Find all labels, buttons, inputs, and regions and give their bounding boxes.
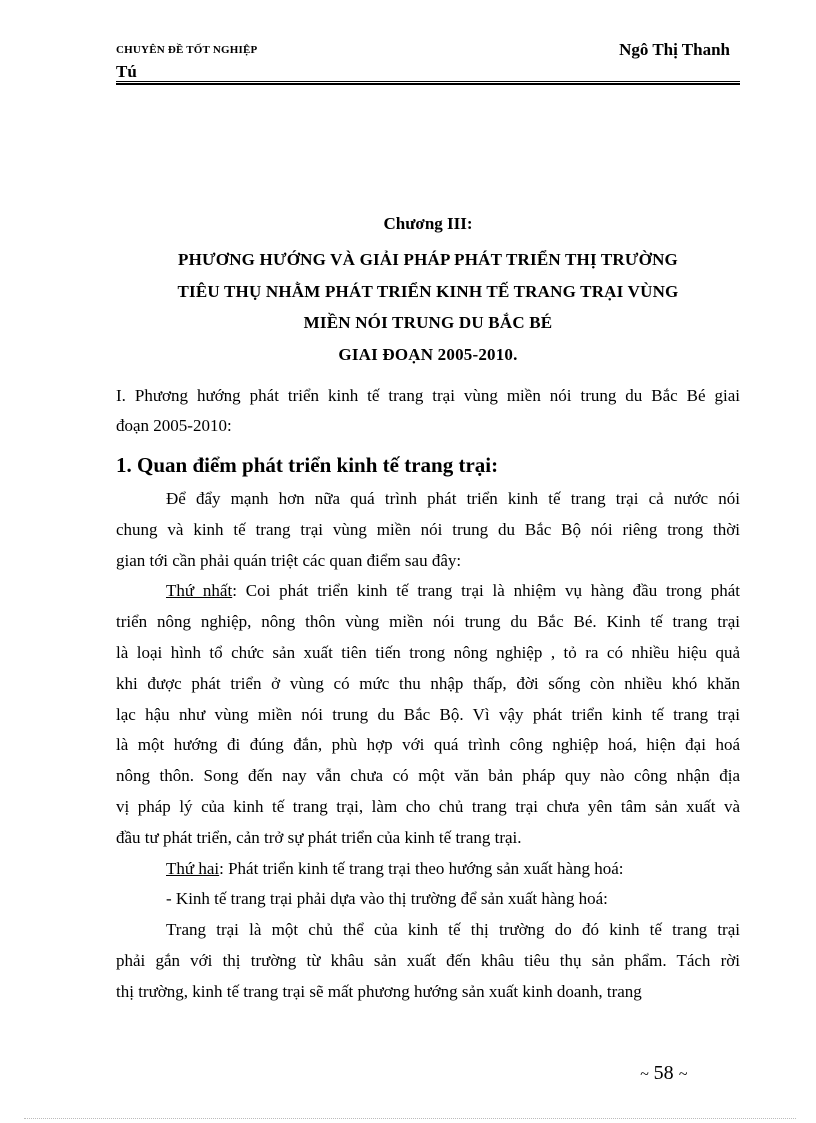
ornament-right-icon: ~	[678, 1066, 688, 1083]
paragraph-line: gian tới cần phải quán triệt các quan điểm sau đây:	[116, 550, 462, 570]
first-point-label: Thứ nhất	[166, 581, 233, 601]
page-footer	[640, 1062, 687, 1085]
section-heading-line: đoạn 2005-2010:	[116, 416, 232, 435]
page-bottom-edge	[24, 1118, 796, 1119]
paragraph-line: nông thôn. Song đến nay vẫn chưa có một văn bản pháp quy nào công nhận địa	[116, 766, 740, 786]
chapter-title-line: PHƯƠNG HƯỚNG VÀ GIẢI PHÁP PHÁT TRIỂN THỊ TRƯỜNG	[178, 250, 678, 269]
paragraph-line: Trang trại là một chủ thể của kinh tế thị trường do đó kinh tế trang trại	[166, 920, 740, 940]
chapter-title-line: GIAI ĐOẠN 2005-2010.	[338, 344, 518, 364]
paragraph-line: là một hướng đi đúng đắn, phù hợp với quá trình công nghiệp hoá, hiện đại hoá	[116, 735, 740, 755]
paragraph-line: thị trường, kinh tế trang trại sẽ mất phương hướng sản xuất kinh doanh, trang	[116, 981, 642, 1001]
header-author: Ngô Thị Thanh	[619, 40, 730, 59]
paragraph-line: phải gắn với thị trường từ khâu sản xuất đến khâu tiêu thụ sản phẩm. Tách rời	[116, 950, 740, 970]
bullet-line: - Kinh tế trang trại phải dựa vào thị trường để sản xuất hàng hoá:	[166, 889, 608, 909]
paragraph-line: vị pháp lý của kinh tế trang trại, làm cho chủ trang trại chưa yên tâm sản xuất và	[116, 796, 740, 816]
section-heading	[116, 381, 740, 441]
paragraph-line: chung và kinh tế trang trại vùng miền nói trung du Bắc Bộ nói riêng trong thời	[116, 519, 740, 539]
paragraph-line: là loại hình tổ chức sản xuất tiên tiến trong nông nghiệp , tỏ ra có nhiều hiệu quả	[116, 642, 740, 662]
paragraph-line: triển nông nghiệp, nông thôn vùng miền nói trung du Bắc Bé. Kinh tế trang trại	[116, 612, 740, 632]
body-text	[116, 484, 740, 1008]
chapter-title-line: TIÊU THỤ NHẰM PHÁT TRIỂN KINH TẾ TRANG TRẠI VÙNG	[177, 281, 679, 301]
paragraph-line	[116, 854, 740, 885]
header-divider	[116, 81, 740, 85]
subheading: 1. Quan điểm phát triển kinh tế trang trại:	[116, 453, 499, 477]
paragraph-line: lạc hậu như vùng miền nói trung du Bắc Bộ. Vì vậy phát triển kinh tế trang trại	[116, 704, 740, 724]
paragraph-line	[116, 576, 740, 607]
paragraph-line: Để đẩy mạnh hơn nữa quá trình phát triển kinh tế trang trại cả nước nói	[166, 489, 740, 508]
page-number: 58	[653, 1062, 674, 1084]
second-point-text: : Phát triển kinh tế trang trại theo hướng sản xuất hàng hoá:	[219, 858, 624, 878]
chapter-title-line: MIỀN NÓI TRUNG DU BẮC BÉ	[303, 313, 553, 332]
ornament-left-icon: ~	[640, 1066, 649, 1083]
chapter-label: Chương III:	[383, 214, 473, 233]
paragraph-line: khi được phát triển ở vùng có mức thu nhập thấp, đời sống còn nhiều khó khăn	[116, 673, 740, 693]
second-point-label: Thứ hai	[166, 858, 220, 878]
header-document-type: CHUYÊN ĐỀ TỐT NGHIỆP	[116, 44, 258, 56]
paragraph-line: đầu tư phát triển, cản trở sự phát triển của kinh tế trang trại.	[116, 827, 522, 847]
first-point-text: : Coi phát triển kinh tế trang trại là nhiệm vụ hàng đầu trong phát	[232, 581, 740, 601]
section-heading-line: I. Phương hướng phát triển kinh tế trang trại vùng miền nói trung du Bắc Bé giai	[116, 386, 740, 405]
chapter-title	[116, 244, 740, 370]
header-author-continued: Tú	[116, 62, 137, 81]
page-header	[116, 38, 740, 84]
